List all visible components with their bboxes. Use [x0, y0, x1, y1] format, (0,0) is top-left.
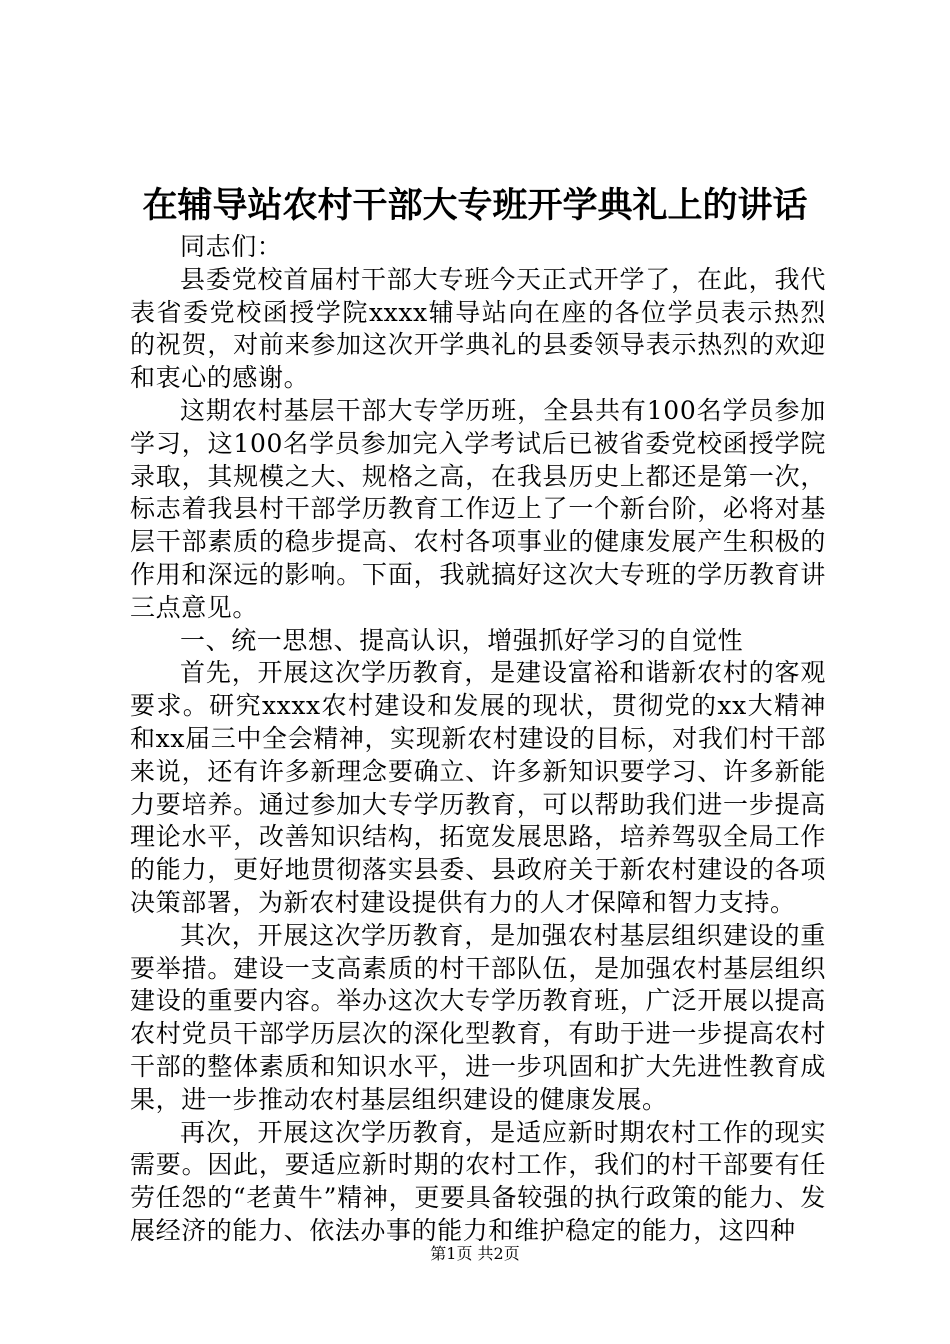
opening-paragraph: 县委党校首届村干部大专班今天正式开学了，在此，我代表省委党校函授学院xxxx辅导站向在座的各位学员表示热烈的祝贺，对前来参加这次开学典礼的县委领导表示热烈的欢迎和衷心的感谢。: [130, 264, 826, 393]
section-heading-1: 一、统一思想、提高认识，增强抓好学习的自觉性: [180, 625, 744, 655]
salutation-paragraph: 同志们：: [180, 232, 283, 261]
second-point-paragraph: 其次，开展这次学历教育，是加强农村基层组织建设的重要举措。建设一支高素质的村干部队伍，是加强农村基层组织建设的重要内容。举办这次大专学历教育班，广泛开展以提高农村党员干部学历层次的深化型教育，有助于进一步提高农村干部的整体素质和知识水平，进一步巩固和扩大先进性教育成果，进一步推动农村基层组织建设的健康发展。: [130, 920, 826, 1114]
class-overview-paragraph: 这期农村基层干部大专学历班，全县共有100名学员参加学习，这100名学员参加完入学考试后已被省委党校函授学院录取，其规模之大、规格之高，在我县历史上都还是第一次，标志着我县村干部学历教育工作迈上了一个新台阶，必将对基层干部素质的稳步提高、农村各项事业的健康发展产生积极的作用和深远的影响。下面，我就搞好这次大专班的学历教育讲三点意见。: [130, 395, 826, 622]
document-title: 在辅导站农村干部大专班开学典礼上的讲话: [142, 185, 808, 226]
first-point-paragraph: 首先，开展这次学历教育，是建设富裕和谐新农村的客观要求。研究xxxx农村建设和发展的现状，贯彻党的xx大精神和xx届三中全会精神，实现新农村建设的目标，对我们村干部来说，还有许多新理念要确立、许多新知识要学习、许多新能力要培养。通过参加大专学历教育，可以帮助我们进一步提高理论水平，改善知识结构，拓宽发展思路，培养驾驭全局工作的能力，更好地贯彻落实县委、县政府关于新农村建设的各项决策部署，为新农村建设提供有力的人才保障和智力支持。: [130, 658, 826, 917]
page-number-footer: 第1页 共2页: [430, 1244, 520, 1263]
third-point-paragraph: 再次，开展这次学历教育，是适应新时期农村工作的现实需要。因此，要适应新时期的农村工作，我们的村干部要有任劳任怨的“老黄牛”精神，更要具备较强的执行政策的能力、发展经济的能力、依法办事的能力和维护稳定的能力，这四种: [130, 1117, 826, 1245]
document-body: [130, 231, 826, 1248]
